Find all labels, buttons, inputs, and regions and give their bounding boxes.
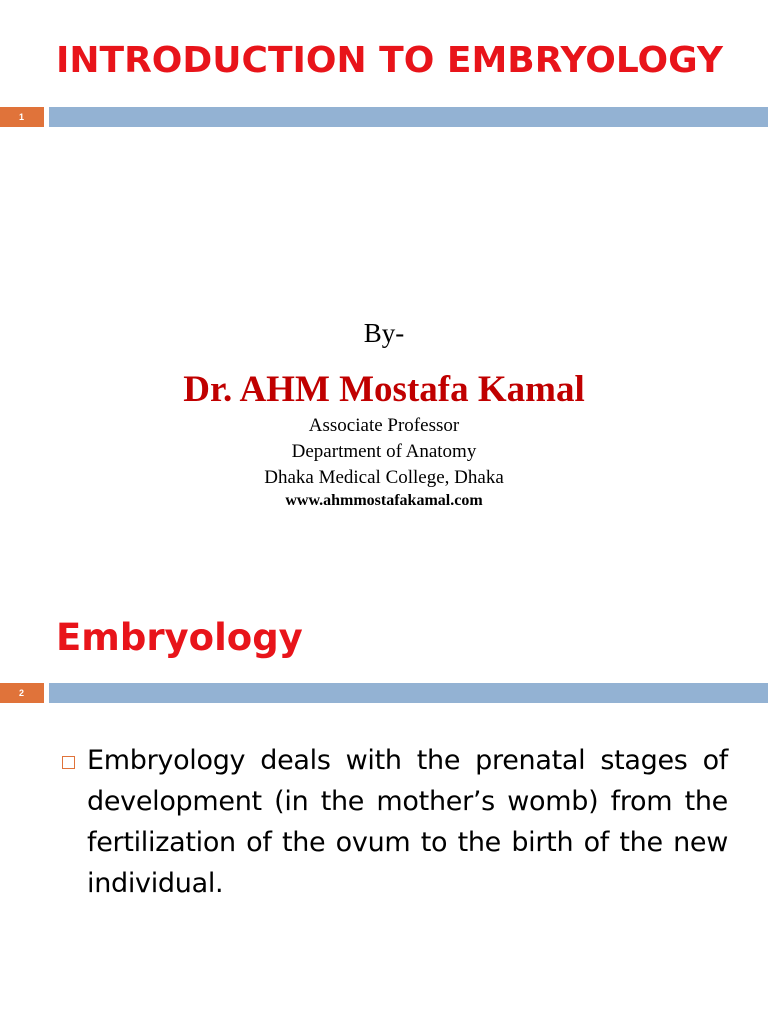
slide-2-divider-bar — [49, 683, 768, 703]
slide-1-number: 1 — [0, 107, 44, 127]
bullet-text: Embryology deals with the prenatal stages of development (in the mother’s womb) from the fertilization of the ovum to the birth of the new individual. — [87, 745, 728, 899]
slide-2-number: 2 — [0, 683, 44, 703]
author-designation: Associate Professor — [308, 415, 460, 436]
author-name: Dr. AHM Mostafa Kamal — [183, 369, 585, 410]
slide-2-divider — [0, 683, 768, 703]
author-college: Dhaka Medical College, Dhaka — [264, 467, 504, 488]
slide-1-divider — [0, 107, 768, 127]
slide-1-title: INTRODUCTION TO EMBRYOLOGY — [56, 40, 723, 81]
author-website[interactable]: www.ahmmostafakamal.com — [285, 492, 483, 509]
author-department: Department of Anatomy — [291, 441, 477, 462]
slide-2-title: Embryology — [56, 616, 303, 659]
slide-1-divider-bar — [49, 107, 768, 127]
slide-2 — [0, 600, 768, 1024]
hollow-square-bullet-icon — [62, 756, 75, 769]
by-label: By- — [363, 318, 405, 348]
